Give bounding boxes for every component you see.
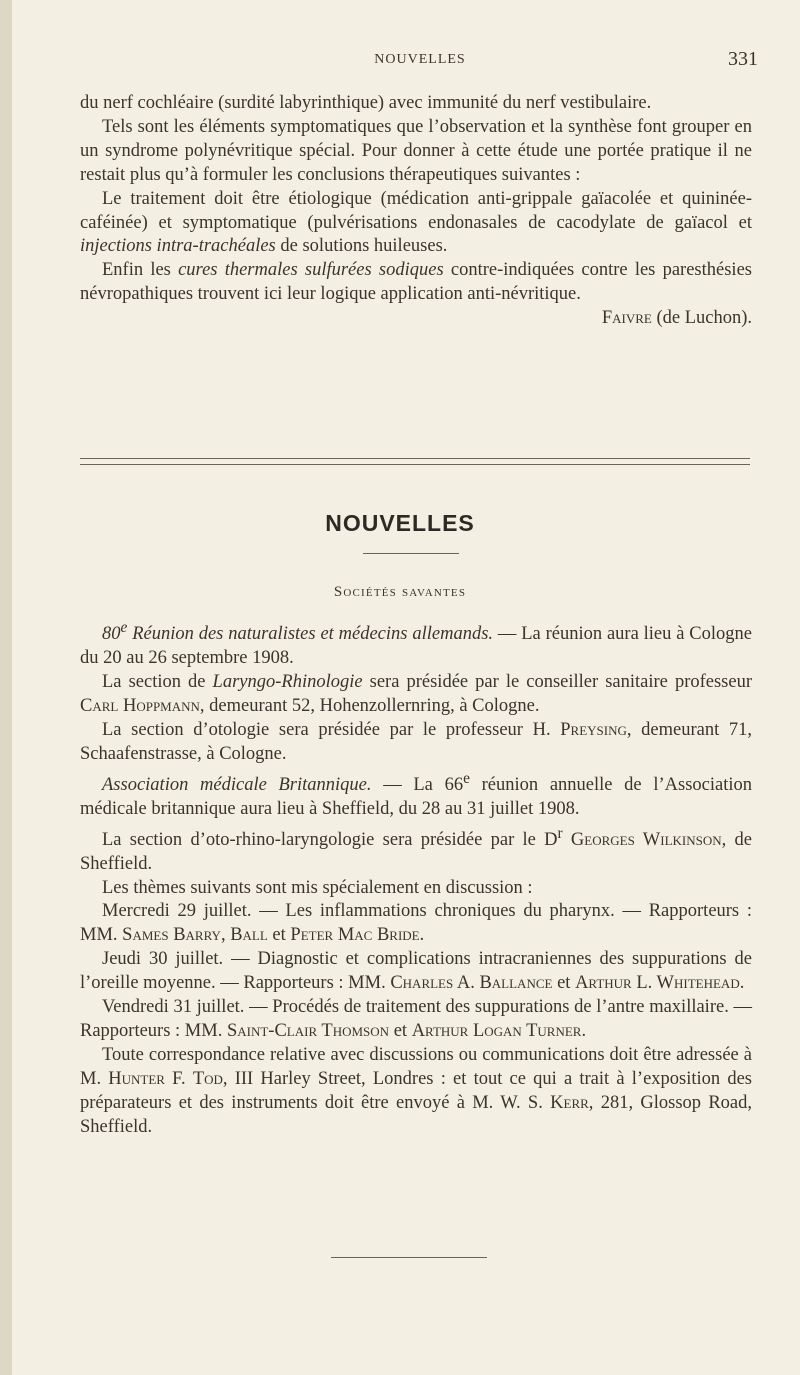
association-title: Association médicale Britannique.: [102, 774, 372, 795]
paragraph: du nerf cochléaire (surdité labyrinthique) avec immunité du nerf vestibulaire.: [80, 93, 652, 113]
top-article-text: [80, 92, 752, 331]
italic-term: injections intra-trachéales: [80, 236, 276, 257]
news-body: [80, 616, 752, 1140]
paragraph: Tels sont les éléments symptomatiques que l’observation et la synthèse font grouper en un syndrome polynévritique spécial. Pour donner à cette étude une portée pratique il ne restait plus qu’à formuler les conclusions thérapeutiques suivantes :: [80, 116, 752, 185]
section-title: NOUVELLES: [325, 510, 475, 536]
double-rule-bottom: [80, 464, 750, 465]
author-signature: Faivre (de Luchon).: [601, 308, 752, 329]
paragraph: Vendredi 31 juillet. — Procédés de traitement des suppurations de l’antre maxillaire. — Rapporteurs : MM. Saint-Clair Thomson et Arthur Logan Turner.: [80, 997, 752, 1041]
running-title: NOUVELLES: [374, 52, 466, 67]
page-number: 331: [728, 48, 758, 70]
paragraph: Mercredi 29 juillet. — Les inflammations chroniques du pharynx. — Rapporteurs : MM. Sames Barry, Ball et Peter Mac Bride.: [80, 901, 752, 946]
meeting-title: 80e Réunion des naturalistes et médecins allemands.: [102, 619, 494, 645]
paragraph: Le traitement doit être étiologique (médication anti-grippale gaïacolée et quininée-caféinée) et symptomatique (pulvérisations endonasales de cacodylate de gaïacol et injections intra-trachéales de solutions huileuses.: [80, 188, 752, 257]
paragraph: La section d’otologie sera présidée par le professeur H. Preysing, demeurant 71, Schaafenstrasse, à Cologne.: [80, 719, 753, 764]
italic-term: cures thermales sulfurées sodiques: [178, 260, 444, 281]
paragraph: La section d’oto-rhino-laryngologie sera présidée par le $D^r$ Georges Wilkinson, de Sheffield.: [80, 824, 753, 874]
page-edge-shadow: [0, 0, 12, 1375]
subsection-title: Sociétés savantes: [333, 584, 467, 600]
title-underline: [363, 553, 459, 554]
paragraph: Toute correspondance relative avec discussions ou communications doit être adressée à M. Hunter F. Tod, III Harley Street, Londres : et tout ce qui a trait à l’exposition des préparateurs et des instruments doit être envoyé à M. W. S. Kerr, 281, Glossop Road, Sheffield.: [80, 1044, 753, 1137]
paragraph: Association médicale Britannique. — La 66e réunion annuelle de l’Association médicale britannique aura lieu à Sheffield, du 28 au 31 juillet 1908.: [80, 769, 752, 819]
closing-rule: [331, 1257, 487, 1258]
paragraph: 80e Réunion des naturalistes et médecins allemands. — La réunion aura lieu à Cologne du 20 au 26 septembre 1908.: [80, 619, 752, 669]
double-rule-top: [80, 458, 750, 459]
paragraph: Les thèmes suivants sont mis spécialement en discussion :: [102, 877, 533, 898]
paragraph: Jeudi 30 juillet. — Diagnostic et complications intracraniennes des suppurations de l’oreille moyenne. — Rapporteurs : MM. Charles A. Ballance et Arthur L. Whitehead.: [80, 949, 752, 994]
paragraph: La section de Laryngo-Rhinologie sera présidée par le conseiller sanitaire professeur Carl Hoppmann, demeurant 52, Hohenzollernring, à Cologne.: [80, 671, 752, 716]
page-header: [80, 50, 760, 74]
paragraph: Enfin les cures thermales sulfurées sodiques contre-indiquées contre les paresthésies névropathiques trouvent ici leur logique application anti-névritique. Faivre (de Luchon).: [80, 259, 752, 307]
